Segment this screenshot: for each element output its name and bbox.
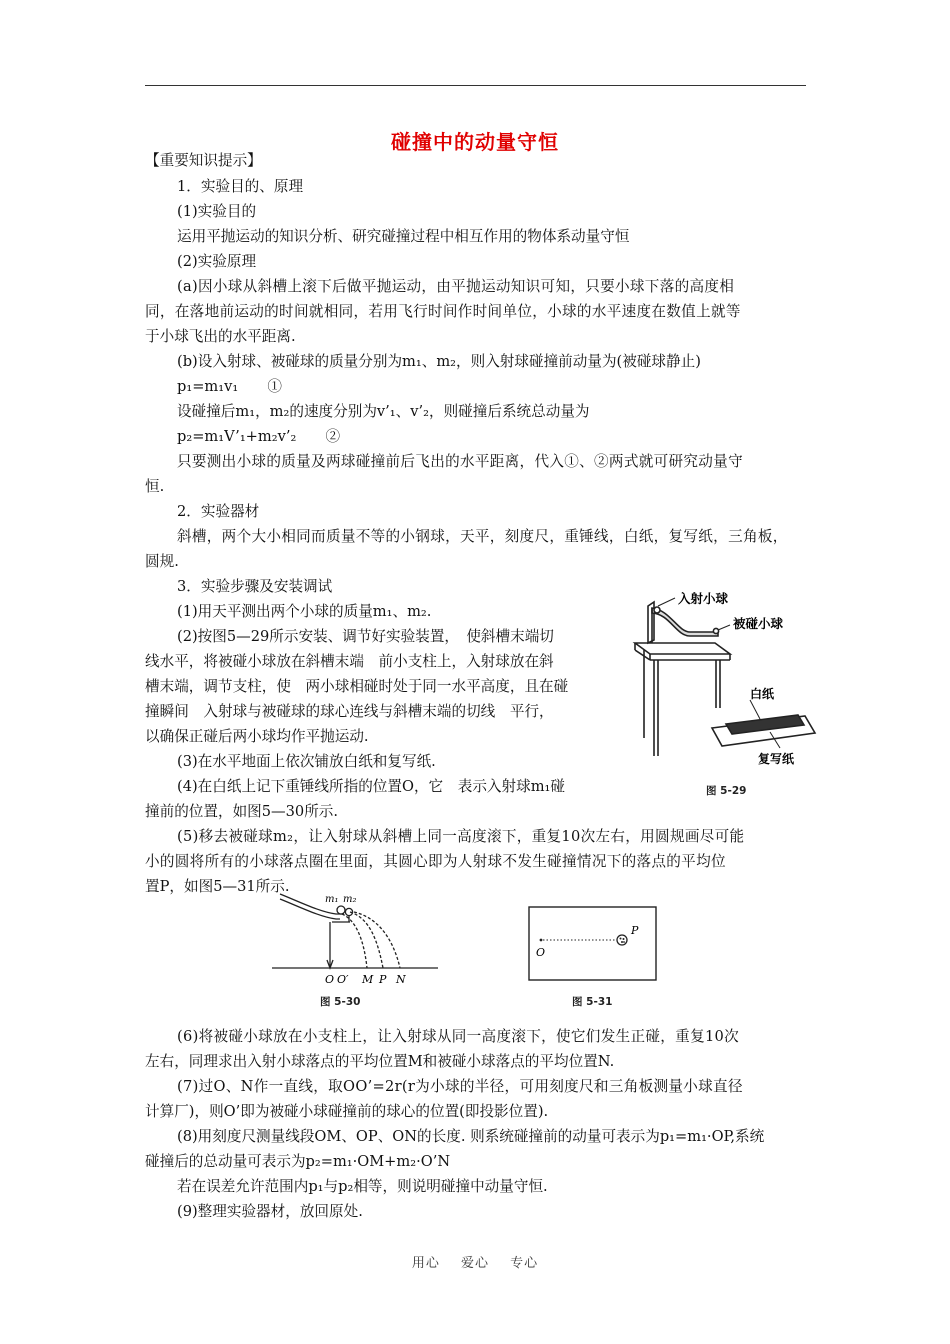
paragraph: 只要测出小球的质量及两球碰撞前后飞出的水平距离，代入①、②两式就可研究动量守 <box>177 453 743 470</box>
step-2: 撞瞬间 入射球与被碰球的球心连线与斜槽末端的切线 平行， <box>145 703 554 720</box>
paragraph: 恒. <box>145 478 165 495</box>
step-7: (7)过O、N作一直线，取OO’=2r(r为小球的半径，可用刻度尺和三角板测量小球直径 <box>177 1078 743 1095</box>
figure-5-29 <box>630 588 820 778</box>
label-P: P <box>631 924 639 937</box>
heading-1a: (1)实验目的 <box>177 203 257 220</box>
paragraph: 运用平抛运动的知识分析、研究碰撞过程中相互作用的物体系动量守恒 <box>177 228 630 245</box>
step-1: (1)用天平测出两个小球的质量m₁、m₂. <box>177 603 432 620</box>
step-4: (4)在白纸上记下重锤线所指的位置O，它 表示入射球m₁碰 <box>177 778 565 795</box>
step-2: (2)按图5—29所示安装、调节好实验装置， 使斜槽末端切 <box>177 628 554 645</box>
heading-3: 3．实验步骤及安装调试 <box>177 578 333 595</box>
label-P: P <box>379 973 387 986</box>
label-N: N <box>396 973 406 986</box>
label-carbon-paper: 复写纸 <box>758 752 795 766</box>
label-m2: m₂ <box>343 894 357 905</box>
step-2: 以确保正碰后两小球均作平抛运动. <box>145 728 369 745</box>
step-2: 槽末端，调节支柱，使 两小球相碰时处于同一水平高度，且在碰 <box>145 678 569 695</box>
label-O: O <box>325 973 335 986</box>
heading-1: 1．实验目的、原理 <box>177 178 304 195</box>
step-8: (8)用刻度尺测量线段OM、OP、ON的长度. 则系统碰撞前的动量可表示为p₁=m₁·OP,系统 <box>177 1128 765 1145</box>
figure-5-30-caption: 图 5-30 <box>320 996 361 1008</box>
paragraph: (a)因小球从斜槽上滚下后做平抛运动，由平抛运动知识可知，只要小球下落的高度相 <box>177 278 735 295</box>
figure-5-31-caption: 图 5-31 <box>572 996 613 1008</box>
equation-1: p₁=m₁v₁ ① <box>177 378 282 395</box>
header-rule <box>145 85 806 86</box>
label-O-prime: O′ <box>337 973 349 986</box>
label-M: M <box>362 973 374 986</box>
footer-word: 专心 <box>510 1256 539 1271</box>
step-5: 置P，如图5—31所示. <box>145 878 290 895</box>
step-2: 线水平，将被碰小球放在斜槽末端 前小支柱上，入射球放在斜 <box>145 653 554 670</box>
paragraph: 斜槽，两个大小相同而质量不等的小钢球，天平，刻度尺，重锤线，白纸，复写纸，三角板， <box>177 528 788 545</box>
page-footer <box>0 1252 950 1271</box>
label-m1: m₁ <box>325 894 339 905</box>
label-white-paper: 白纸 <box>750 687 775 701</box>
step-7: 计算厂)，则O’即为被碰小球碰撞前的球心的位置(即投影位置). <box>145 1103 549 1120</box>
figure-5-29-caption: 图 5-29 <box>706 785 747 797</box>
step-8: 碰撞后的总动量可表示为p₂=m₁·OM+m₂·O’N <box>145 1153 451 1170</box>
step-6: 左右，同理求出入射小球落点的平均位置M和被碰小球落点的平均位置N. <box>145 1053 615 1070</box>
footer-word: 爱心 <box>460 1256 489 1271</box>
heading-1b: (2)实验原理 <box>177 253 257 270</box>
footer-word: 用心 <box>411 1256 440 1271</box>
page-title: 碰撞中的动量守恒 <box>391 130 559 154</box>
step-6: (6)将被碰小球放在小支柱上，让入射球从同一高度滚下，使它们发生正碰，重复10次 <box>177 1028 740 1045</box>
step-4: 撞前的位置，如图5—30所示. <box>145 803 339 820</box>
paragraph: 同，在落地前运动的时间就相同，若用飞行时间作时间单位，小球的水平速度在数值上就等 <box>145 303 741 320</box>
paragraph: 设碰撞后m₁，m₂的速度分别为v’₁、v’₂，则碰撞后系统总动量为 <box>177 403 590 420</box>
label-target-ball: 被碰小球 <box>733 616 784 631</box>
figure-5-31 <box>528 906 658 982</box>
section-heading: 【重要知识提示】 <box>145 152 262 169</box>
step-9: (9)整理实验器材，放回原处. <box>177 1203 363 1220</box>
figure-5-30 <box>270 890 440 990</box>
step-5: (5)移去被碰球m₂，让入射球从斜槽上同一高度滚下，重复10次左右，用圆规画尽可能 <box>177 828 745 845</box>
step-3: (3)在水平地面上依次铺放白纸和复写纸. <box>177 753 436 770</box>
label-O: O <box>536 946 546 959</box>
equation-2: p₂=m₁V’₁+m₂v’₂ ② <box>177 428 341 445</box>
paragraph: (b)设入射球、被碰球的质量分别为m₁、m₂，则入射球碰撞前动量为(被碰球静止) <box>177 353 701 370</box>
paragraph: 于小球飞出的水平距离. <box>145 328 296 345</box>
paragraph: 圆规. <box>145 553 179 570</box>
heading-2: 2．实验器材 <box>177 503 260 520</box>
label-incident-ball: 入射小球 <box>678 591 729 606</box>
step-8: 若在误差允许范围内p₁与p₂相等，则说明碰撞中动量守恒. <box>177 1178 548 1195</box>
step-5: 小的圆将所有的小球落点圈在里面，其圆心即为人射球不发生碰撞情况下的落点的平均位 <box>145 853 726 870</box>
